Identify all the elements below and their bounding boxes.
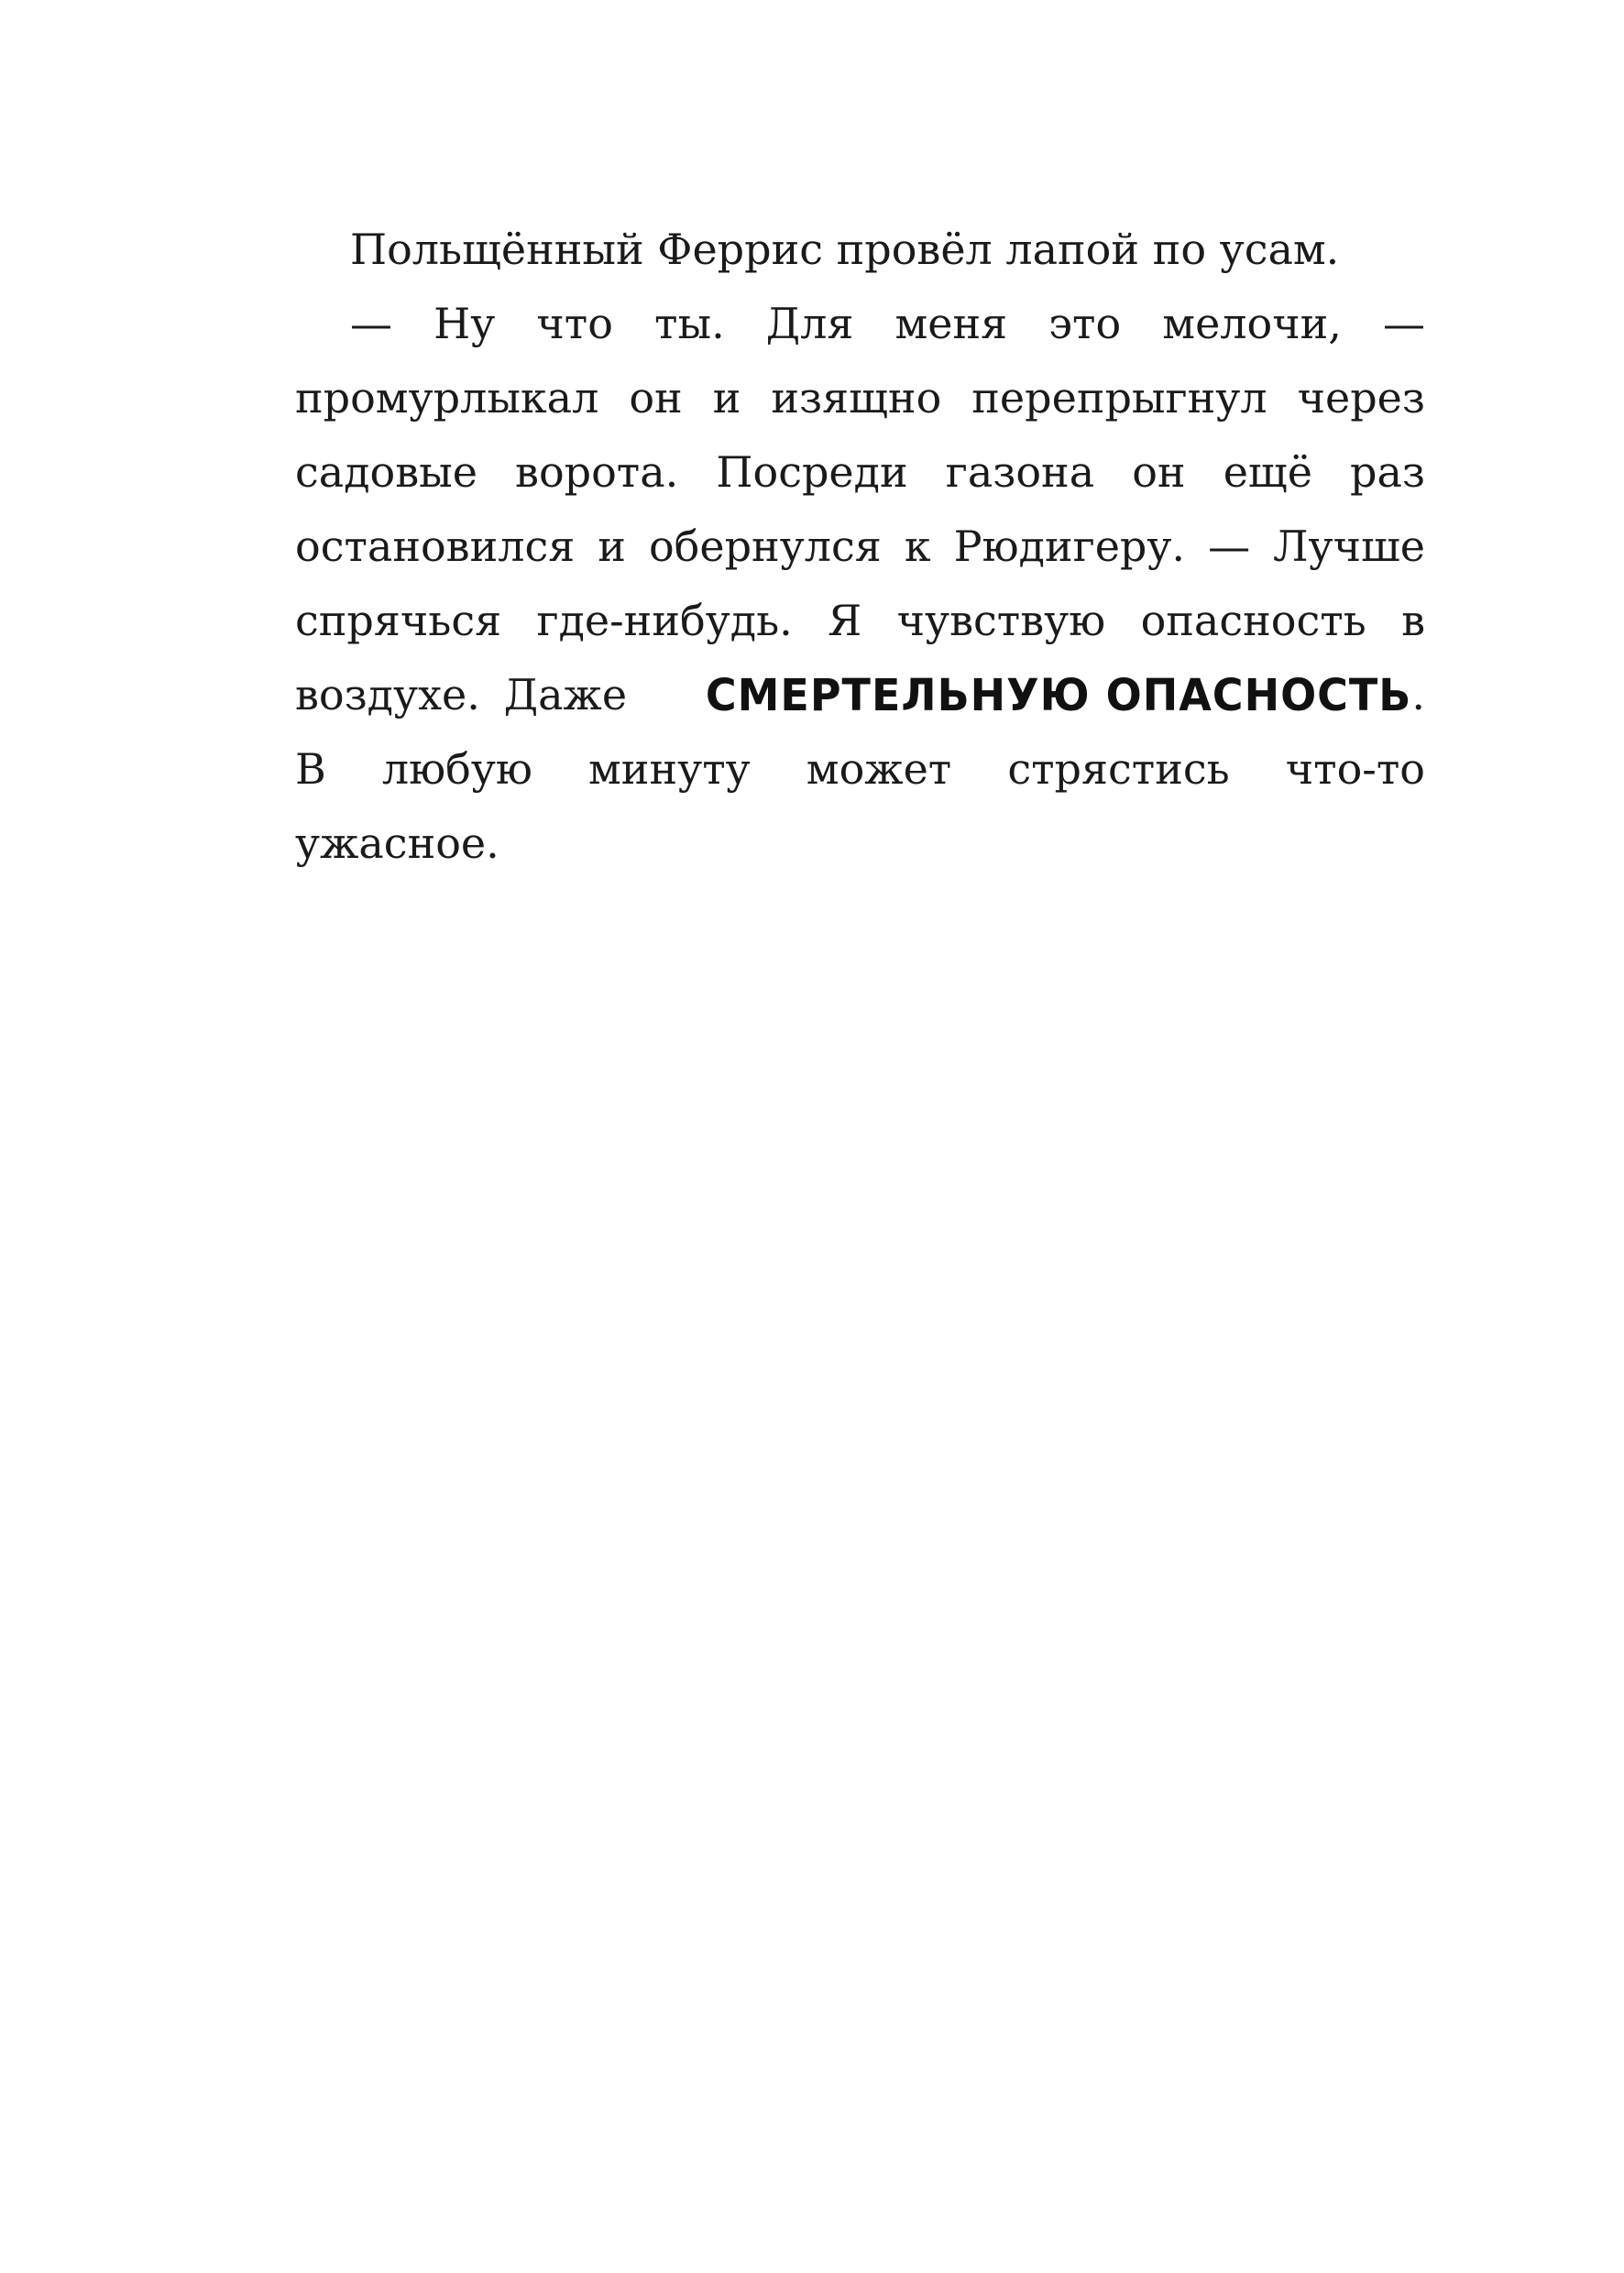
paragraph-2-after: . В любую минуту может стрястись что-то ужасное. — [295, 670, 1425, 868]
paragraph-2-before: — Ну что ты. Для меня это мелочи, — промурлыкал он и изящно перепрыгнул через садовые ворота. Посреди газона он ещё раз остановился и обернулся к Рюдигеру. — Лучше спрячься где-нибудь. Я чувствую опасность в воздухе. Даже — [295, 299, 1425, 719]
emphasized-phrase: СМЕРТЕЛЬНУЮ ОПАСНОСТЬ — [705, 668, 1412, 721]
paragraph-1-text: Польщённый Феррис провёл лапой по усам. — [350, 225, 1340, 274]
paragraph-1 — [295, 213, 1425, 287]
body-text — [295, 213, 1425, 881]
paragraph-2 — [295, 287, 1425, 881]
